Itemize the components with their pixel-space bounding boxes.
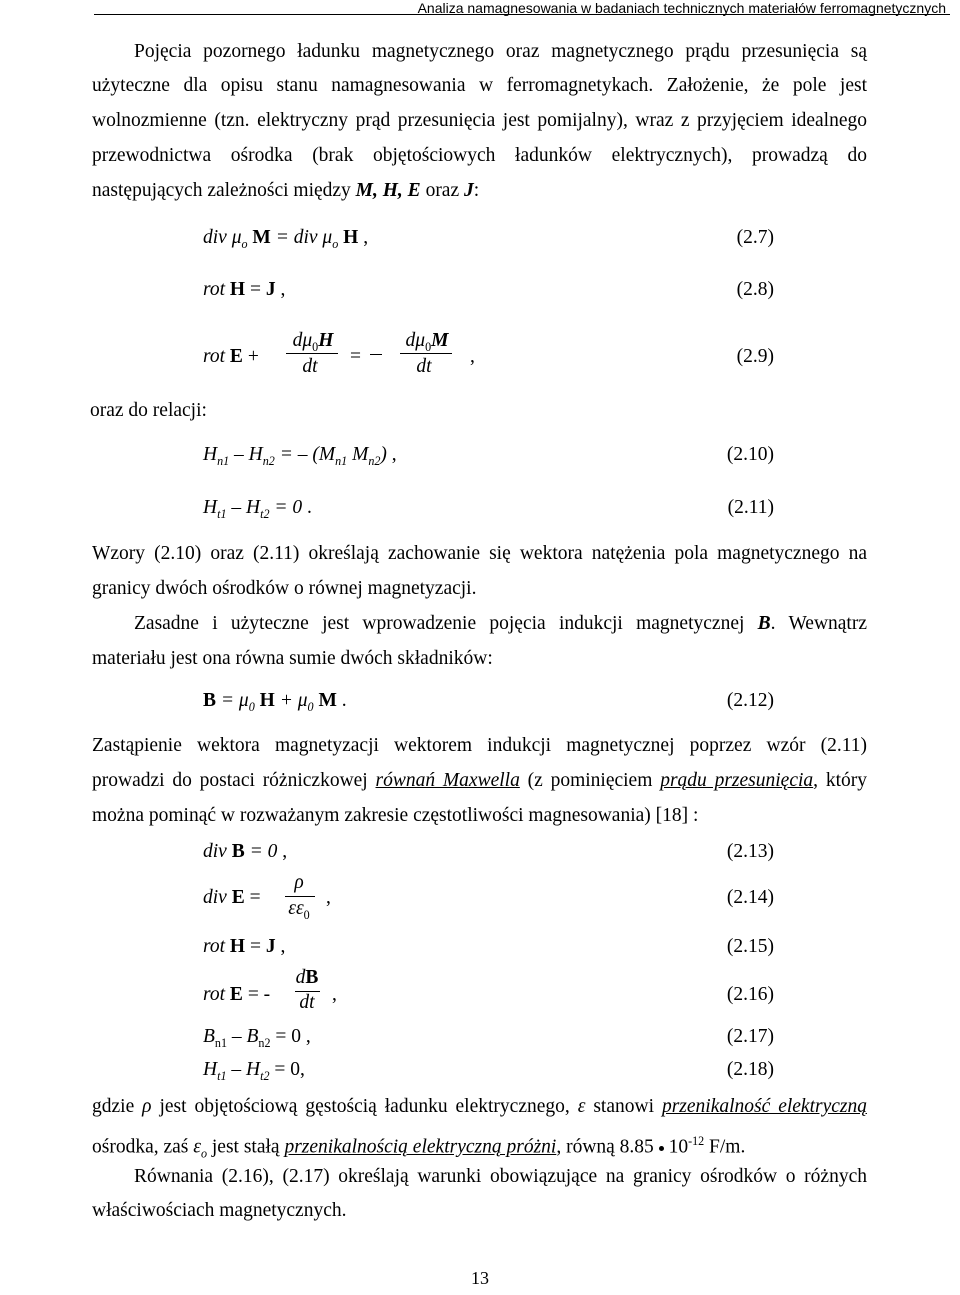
fraction-numerator: dB (295, 967, 319, 988)
text-line: użyteczne dla opisu stanu namagnesowania w ferromagnetykach. Założenie, że pole jest (92, 75, 867, 96)
equation-number: (2.14) (726, 887, 774, 908)
text-line: można pominąć w rozważanym zakresie częstotliwości magnesowania) [18] : (92, 805, 699, 826)
eq-lhs: rot E = - (203, 984, 271, 1005)
equation-2-12: $B = \mu_0$ $H + \mu_0$ M . (203, 690, 347, 714)
equation-number: (2.12) (726, 690, 774, 711)
fraction-denominator: $\varepsilon\varepsilon_0$ (288, 898, 310, 922)
equation-number: (2.16) (726, 984, 774, 1005)
text-line: przewodnictwa ośrodka (brak objętościowych ładunków elektrycznych), prowadzą do (92, 145, 867, 166)
fraction-bar (286, 353, 338, 354)
equation-number: (2.10) (726, 444, 774, 465)
fraction-denominator: dt (416, 356, 432, 377)
fraction-numerator: $d\mu_0H$ (292, 330, 334, 354)
text-line: wolnozmienne (tzn. elektryczny prąd przesunięcia jest pomijalny), wraz z przyjęciem idealnego (92, 110, 867, 131)
relations-label: oraz do relacji: (90, 400, 207, 421)
text-line: ośrodka, zaś $\varepsilon_o$ jest stałą przenikalnością elektryczną próżni, równą 8.85 $10^{-12}$ F/m. (92, 1134, 746, 1161)
text-line: następujących zależności między M, H, E oraz J: (92, 180, 480, 201)
equation-number: (2.7) (736, 227, 774, 248)
equation-number: (2.13) (726, 841, 774, 862)
eq-comma: , (332, 984, 337, 1005)
eq-lhs: div E = (203, 887, 261, 908)
equation-number: (2.8) (736, 279, 774, 300)
text-line: prowadzi do postaci różniczkowej równań Maxwella (z pominięciem prądu przesunięcia, który (92, 770, 867, 791)
equation-2-17: $B_{n1} - B_{n2} = 0$ , (203, 1026, 311, 1050)
fraction-bar (400, 353, 452, 354)
text-line: materiału jest ona równa sumie dwóch składników: (92, 648, 493, 669)
fraction-numerator: ρ (294, 872, 304, 893)
text-line: Zasadne i użyteczne jest wprowadzenie pojęcia indukcji magnetycznej B. Wewnątrz (134, 613, 868, 634)
text-line: Pojęcia pozornego ładunku magnetycznego oraz magnetycznego prądu przesunięcia są (134, 41, 867, 62)
fraction-denominator: dt (302, 356, 318, 377)
eq-lhs: rot E + (203, 346, 259, 367)
equation-number: (2.17) (726, 1026, 774, 1047)
equation-2-11: $H_{t1} - H_{t2} = 0$ . (203, 497, 312, 521)
text-line: Wzory (2.10) oraz (2.11) określają zachowanie się wektora natężenia pola magnetycznego na (92, 543, 867, 564)
text-line: Równania (2.16), (2.17) określają warunki obowiązujące na granicy ośrodków o różnych (134, 1166, 867, 1187)
fraction-numerator: $d\mu_0M$ (405, 330, 449, 354)
text-line: Zastąpienie wektora magnetyzacji wektorem indukcji magnetycznej poprzez wzór (2.11) (92, 735, 867, 756)
header-rule (94, 14, 950, 15)
equation-number: (2.9) (736, 346, 774, 367)
equation-number: (2.11) (727, 497, 774, 518)
equation-2-7: div $\mu_o$ M = div $\mu_o$ H , (203, 227, 369, 251)
equation-number: (2.15) (726, 936, 774, 957)
eq-comma: , (470, 346, 475, 367)
equation-2-8: rot H = J , (203, 279, 286, 300)
text-line: właściwościach magnetycznych. (92, 1200, 347, 1221)
page-number: 13 (471, 1268, 489, 1288)
text-line: granicy dwóch ośrodków o równej magnetyzacji. (92, 578, 477, 599)
eq-equals: = (350, 346, 361, 367)
equation-2-15: rot H = J , (203, 936, 286, 957)
equation-number: (2.18) (726, 1059, 774, 1080)
text-line: gdzie ρ jest objętościową gęstością ładunku elektrycznego, ε stanowi przenikalność elektryczną (92, 1096, 867, 1117)
fraction-bar (285, 896, 315, 897)
minus-sign (370, 354, 382, 355)
equation-2-13: div B = 0 , (203, 841, 288, 862)
equation-2-18: $H_{t1} - H_{t2} = 0$, (203, 1059, 305, 1083)
eq-comma: , (326, 887, 331, 908)
equation-2-10: $H_{n1} - H_{n2}$ = – ($M_{n1}$ $M_{n2}$) , (203, 444, 397, 468)
running-header: Analiza namagnesowania w badaniach technicznych materiałów ferromagnetycznych (417, 0, 946, 16)
fraction-denominator: dt (299, 992, 315, 1013)
